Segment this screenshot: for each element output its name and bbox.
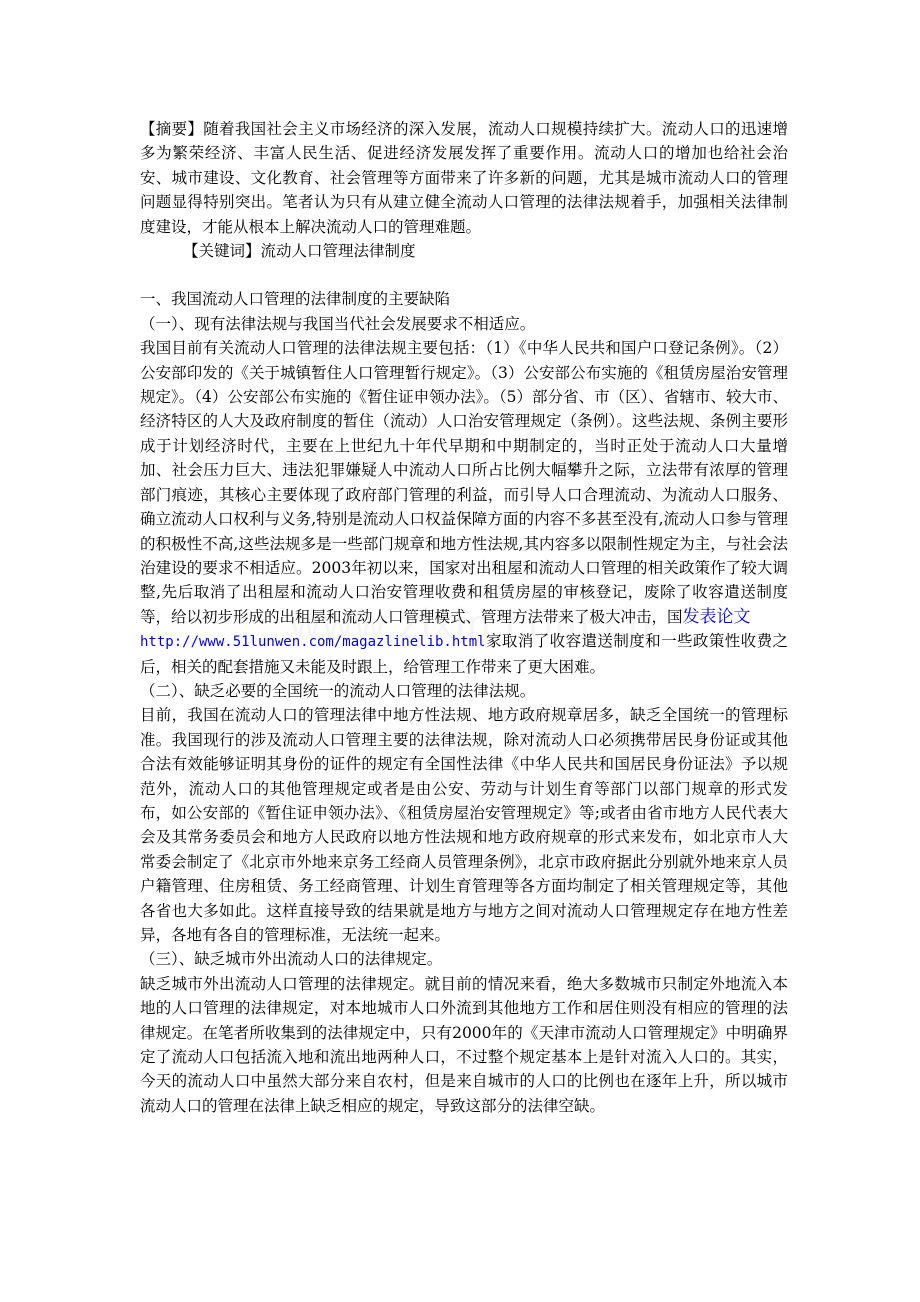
publish-paper-link[interactable]: 发表论文 (682, 606, 751, 627)
keywords-line: 【关键词】流动人口管理法律制度 (183, 242, 416, 261)
subsection-1-text-b: 家取消了收容遣送制度和一些政策性收费之后，相关的配套措施又未能及时跟上，给管理工作带来了更大困难。 (140, 632, 788, 676)
section-1-title: 一、我国流动人口管理的法律制度的主要缺陷 (140, 290, 451, 309)
subsection-3-paragraph: 缺乏城市外出流动人口管理的法律规定。就目前的情况来看，绝大多数城市只制定外地流入本地的人口管理的法律规定，对本地城市人口外流到其他地方工作和居住则没有相应的管理的法律规定。在笔者所收集到的法律规定中，只有2000年的《天津市流动人口管理规定》中明确界定了流动人口包括流入地和流出地两种人口，不过整个规定基本上是针对流入人口的。其实，今天的流动人口中虽然大部分来自农村，但是来自城市的人口的比例也在逐年上升，所以城市流动人口的管理在法律上缺乏相应的规定，导致这部分的法律空缺。 (140, 974, 788, 1115)
subsection-3-title: （三）、缺乏城市外出流动人口的法律规定。 (140, 950, 443, 969)
subsection-1-title: （一）、现有法律法规与我国当代社会发展要求不相适应。 (140, 314, 536, 333)
paper-url-link[interactable]: http://www.51lunwen.com/magazlinelib.html (140, 634, 486, 651)
subsection-1-paragraph (140, 336, 788, 679)
subsection-1-text-a: 我国目前有关流动人口管理的法律法规主要包括：（1）《中华人民共和国户口登记条例》。（2）公安部印发的《关于城镇暂住人口管理暂行规定》。（3）公安部公布实施的《租赁房屋治安管理规定》。（4）公安部公布实施的《暂住证申领办法》。（5）部分省、市（区）、省辖市、较大市、经济特区的人大及政府制度的暂住（流动）人口治安管理规定（条例）。这些法规、条例主要形成于计划经济时代，主要在上世纪九十年代早期和中期制定的，当时正处于流动人口大量增加、社会压力巨大、违法犯罪嫌疑人中流动人口所占比例大幅攀升之际，立法带有浓厚的管理部门痕迹，其核心主要体现了政府部门管理的利益，而引导人口合理流动、为流动人口服务、确立流动人口权利与义务,特别是流动人口权益保障方面的内容不多甚至没有,流动人口参与管理的积极性不高,这些法规多是一些部门规章和地方性法规,其内容多以限制性规定为主，与社会法治建设的要求不相适应。2003年初以来，国家对出租屋和流动人口管理的相关政策作了较大调整,先后取消了出租屋和流动人口治安管理收费和租赁房屋的审核登记，废除了收容遣送制度等，给以初步形成的出租屋和流动人口管理模式、管理方法带来了极大冲击，国 (140, 339, 788, 626)
abstract-paragraph: 【摘要】随着我国社会主义市场经济的深入发展，流动人口规模持续扩大。流动人口的迅速增多为繁荣经济、丰富人民生活、促进经济发展发挥了重要作用。流动人口的增加也给社会治安、城市建设、文化教育、社会管理等方面带来了许多新的问题，尤其是城市流动人口的管理问题显得特别突出。笔者认为只有从建立健全流动人口管理的法律法规着手，加强相关法律制度建设，才能从根本上解决流动人口的管理难题。 (140, 120, 788, 236)
document-body (140, 117, 788, 1118)
subsection-2-title: （二）、缺乏必要的全国统一的流动人口管理的法律法规。 (140, 681, 536, 700)
subsection-2-paragraph: 目前，我国在流动人口的管理法律中地方性法规、地方政府规章居多，缺乏全国统一的管理标准。我国现行的涉及流动人口管理主要的法律法规，除对流动人口必须携带居民身份证或其他合法有效能够证明其身份的证件的规定有全国性法律《中华人民共和国居民身份证法》予以规范外，流动人口的其他管理规定或者是由公安、劳动与计划生育等部门以部门规章的形式发布，如公安部的《暂住证申领办法》、《租赁房屋治安管理规定》等;或者由省市地方人民代表大会及其常务委员会和地方人民政府以地方性法规和地方政府规章的形式来发布，如北京市人大常委会制定了《北京市外地来京务工经商人员管理条例》，北京市政府据此分别就外地来京人员户籍管理、住房租赁、务工经商管理、计划生育管理等各方面均制定了相关管理规定等，其他各省也大多如此。这样直接导致的结果就是地方与地方之间对流动人口管理规定存在地方性差异，各地有各自的管理标准，无法统一起来。 (140, 706, 788, 944)
